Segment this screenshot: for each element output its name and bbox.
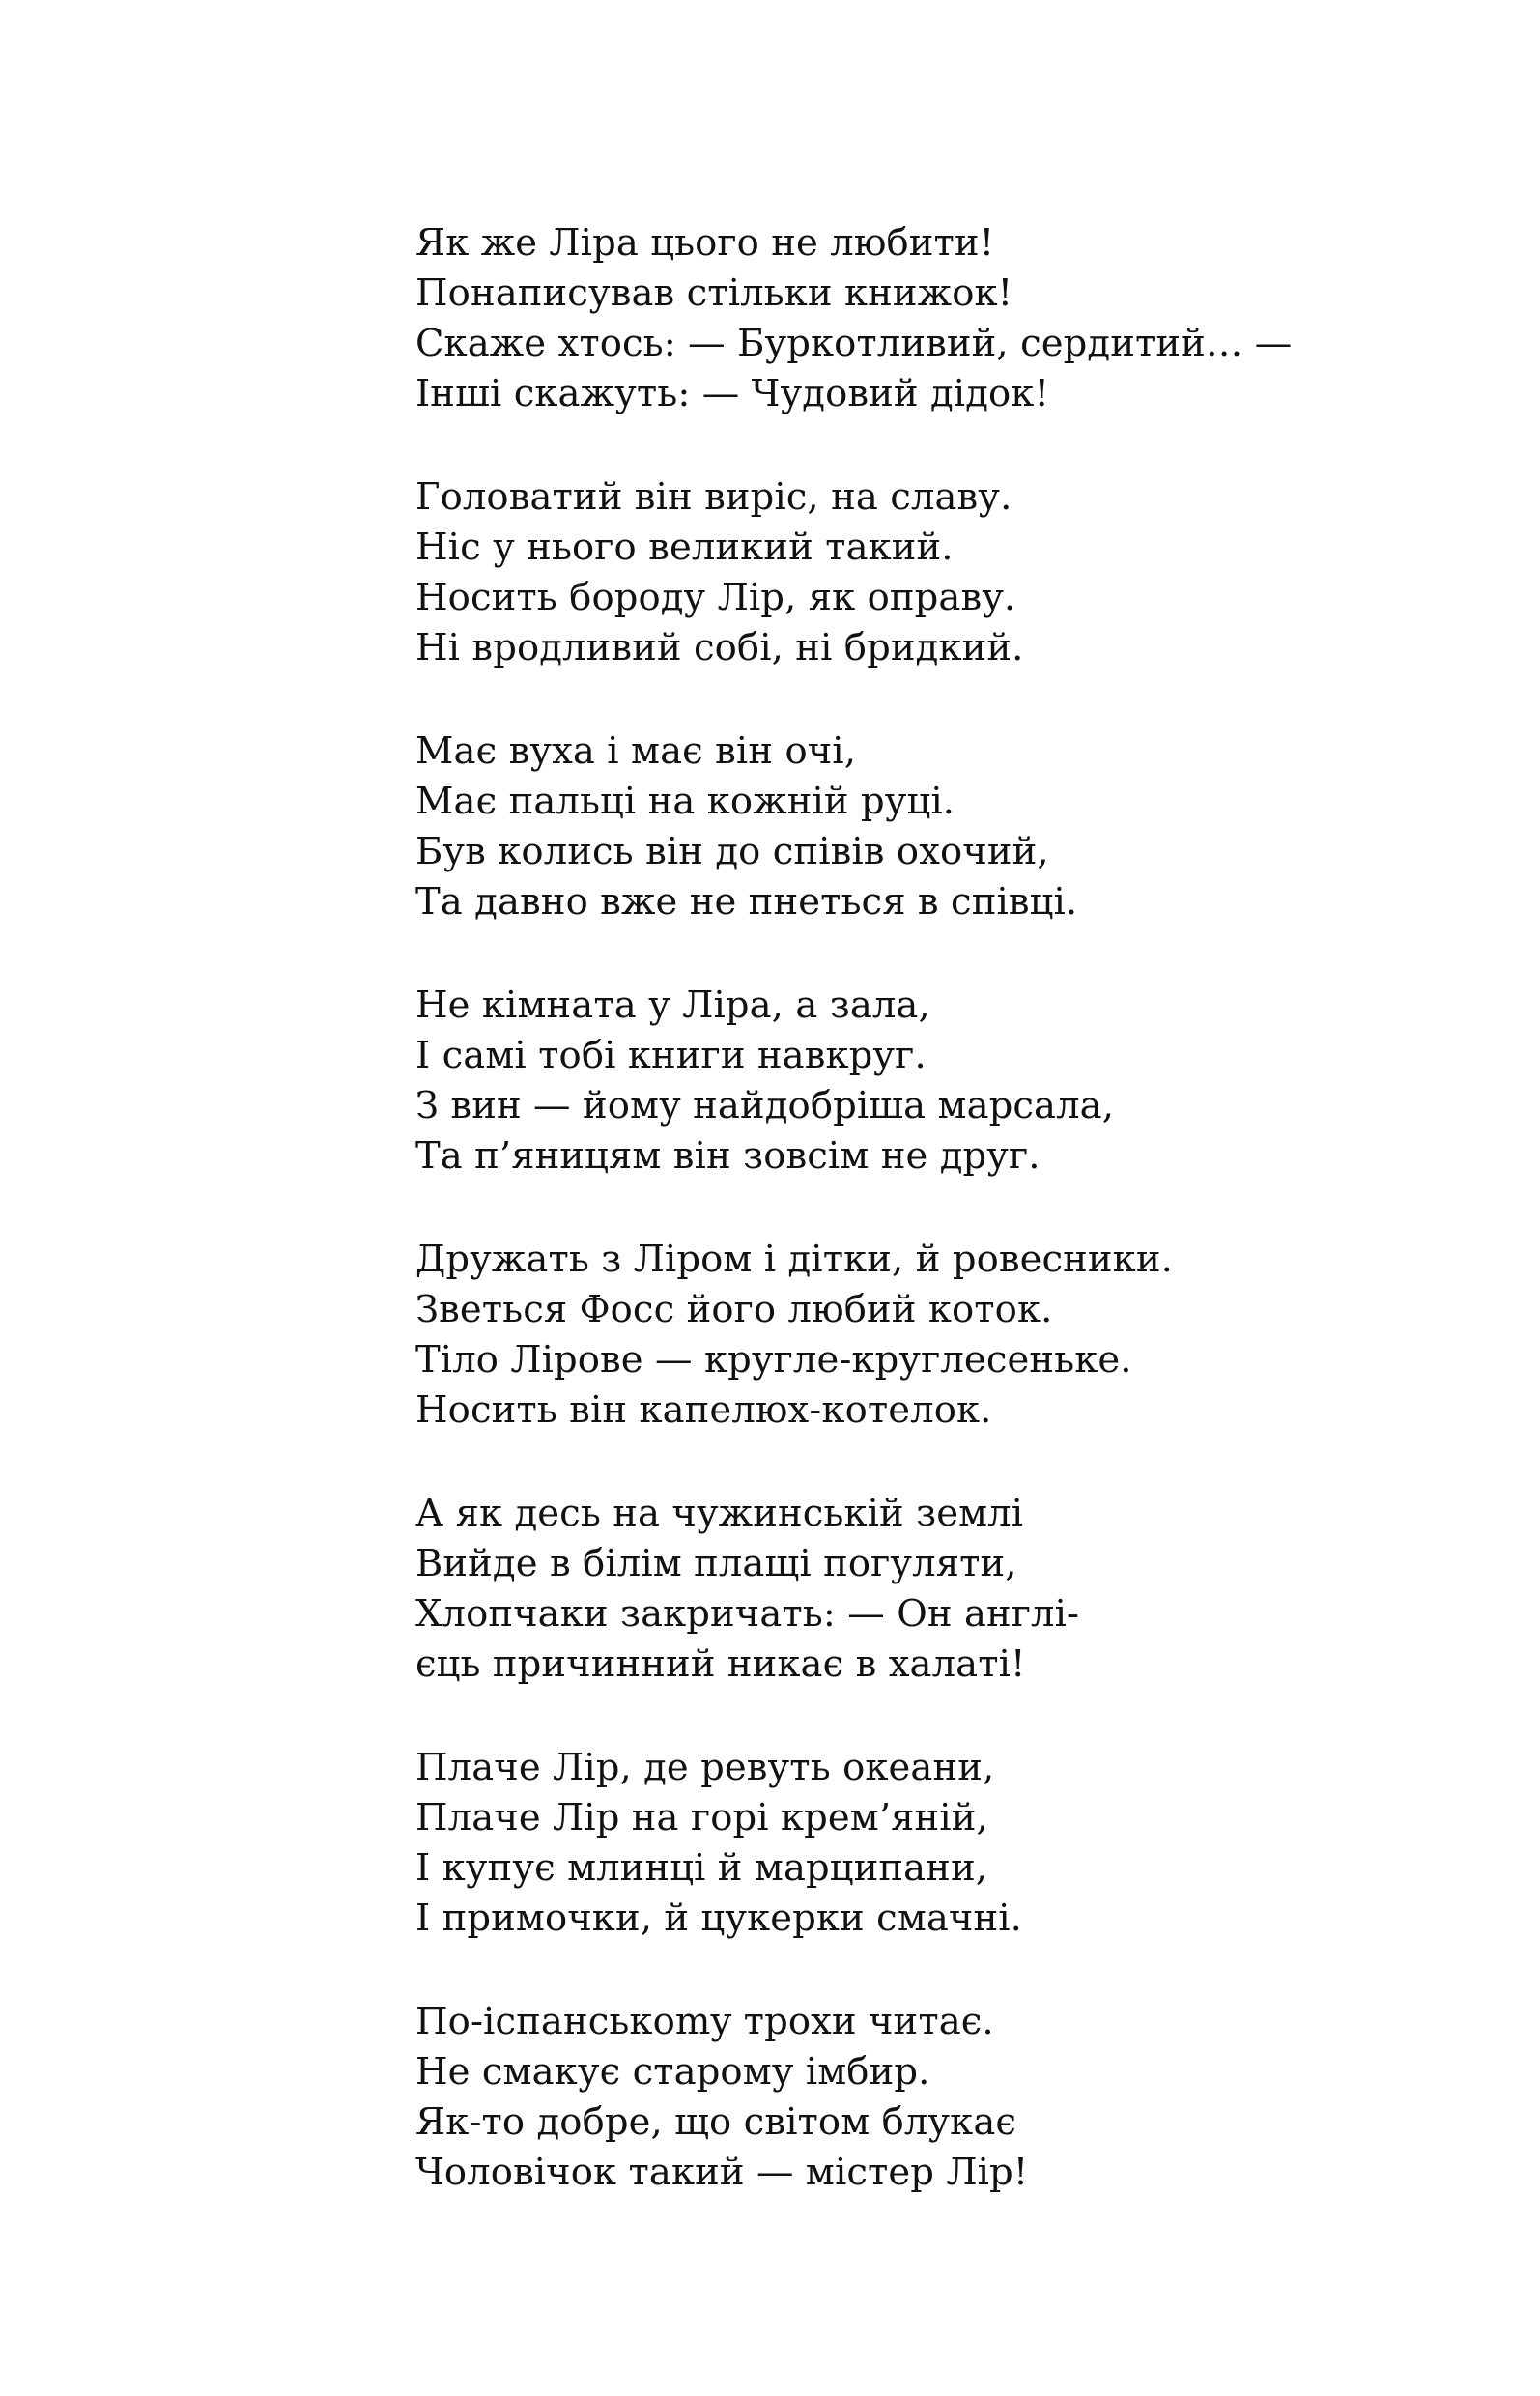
poem-line: З вин — йому найдобріша марсала,	[415, 1084, 1115, 1127]
poem-line: Носить він капелюх-котелок.	[415, 1388, 992, 1432]
poem-line: І примочки, й цукерки смачні.	[415, 1897, 1022, 1940]
poem-line: Ніс у нього великий такий.	[415, 526, 954, 569]
stanza-3	[415, 727, 1497, 927]
stanza-8	[415, 1997, 1497, 2198]
poem-line: Плаче Лір на горі крем’яній,	[415, 1796, 988, 1840]
poem-line: Ні вродливий собі, ні бридкий.	[415, 626, 1024, 670]
poem-line: По-іспанськоmy трохи читає.	[415, 2000, 994, 2043]
poem-line: Як-то добре, що світом блукає	[415, 2100, 1017, 2144]
poem-line: Як же Ліра цього не любити!	[415, 221, 995, 265]
poem-line: Вийде в білім плащі погуляти,	[415, 1542, 1017, 1585]
poem-line: Та давно вже не пнеться в співці.	[415, 880, 1078, 924]
stanza-7	[415, 1743, 1497, 1944]
stanza-6	[415, 1489, 1497, 1690]
poem-line: Зветься Фосс його любий коток.	[415, 1288, 1053, 1331]
stanza-2	[415, 472, 1497, 673]
poem-line: Скаже хтось: — Буркотливий, сердитий… —	[415, 322, 1293, 365]
poem-line: Тіло Лірове — кругле-круглесеньке.	[415, 1338, 1132, 1382]
poem-line: Інші скажуть: — Чудовий дідок!	[415, 372, 1050, 415]
poem-line: Дружать з Ліром і дітки, й ровесники.	[415, 1238, 1173, 1281]
poem-line: Понаписував стільки книжок!	[415, 271, 1013, 315]
poem-line: А як десь на чужинській землі	[415, 1492, 1024, 1535]
poem-line: Має пальці на кожній руці.	[415, 780, 955, 823]
poem-line: Хлопчаки закричать: — Он англі-	[415, 1592, 1080, 1636]
poem-line: Чоловічок такий — містер Лір!	[415, 2151, 1029, 2194]
stanza-5	[415, 1235, 1497, 1436]
poem-line: єць причинний никає в халаті!	[415, 1642, 1026, 1686]
poem-line: І купує млинці й марципани,	[415, 1846, 988, 1890]
poem-line: Плаче Лір, де ревуть океани,	[415, 1746, 995, 1789]
poem-line: Має вуха і має він очі,	[415, 729, 857, 773]
poem-line: І самі тобі книги навкруг.	[415, 1034, 927, 1077]
poem-line: Був колись він до співів охочий,	[415, 830, 1049, 873]
poem-line: Не смакує старому імбир.	[415, 2050, 930, 2094]
poem	[415, 218, 1497, 2251]
stanza-4	[415, 981, 1497, 1182]
poem-line: Не кімната у Ліра, а зала,	[415, 984, 930, 1027]
poem-line: Та п’яницям він зовсім не друг.	[415, 1134, 1041, 1178]
poem-line: Головатий він виріс, на славу.	[415, 475, 1012, 519]
poem-line: Носить бороду Лір, як оправу.	[415, 576, 1016, 619]
stanza-1	[415, 218, 1497, 419]
